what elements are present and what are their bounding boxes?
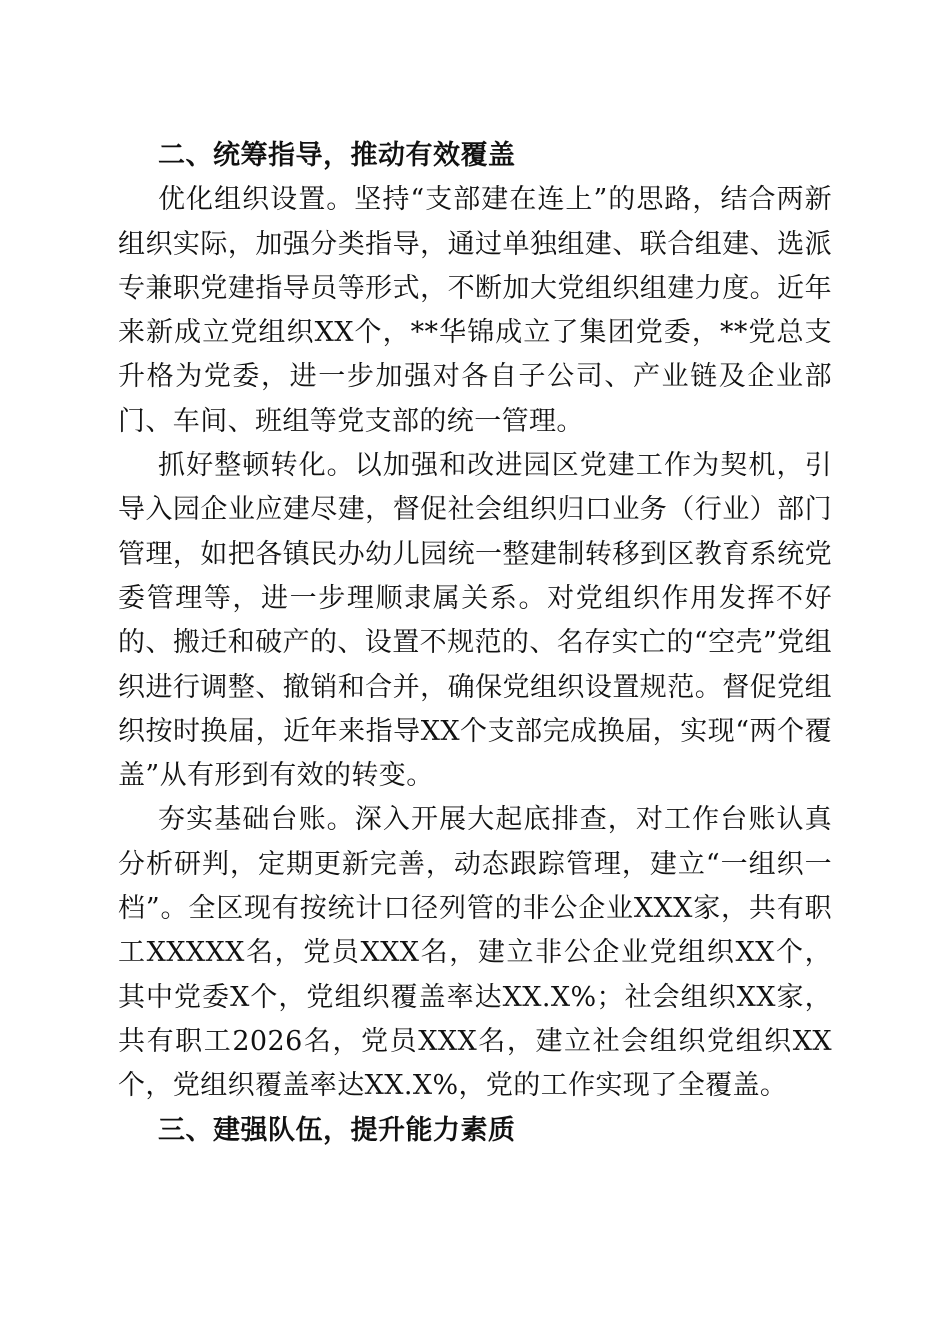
section-heading-team-building: 三、建强队伍，提升能力素质 xyxy=(158,1114,516,1146)
section-heading-coordination: 二、统筹指导，推动有效覆盖 xyxy=(158,140,516,171)
document-body xyxy=(118,134,832,1153)
paragraph-organization-setup: 优化组织设置。坚持“支部建在连上”的思路，结合两新组织实际，加强分类指导，通过单独组建、联合组建、选派专兼职党建指导员等形式，不断加大党组织组建力度。近年来新成立党组织XX个，**华锦成立了集团党委，**党总支升格为党委，进一步加强对各自子公司、产业链及企业部门、车间、班组等党支部的统一管理。 xyxy=(118,184,832,437)
paragraph-rectification: 抓好整顿转化。以加强和改进园区党建工作为契机，引导入园企业应建尽建，督促社会组织归口业务（行业）部门管理，如把各镇民办幼儿园统一整建制转移到区教育系统党委管理等，进一步理顺隶属关系。对党组织作用发挥不好的、搬迁和破产的、设置不规范的、名存实亡的“空壳”党组织进行调整、撤销和合并，确保党组织设置规范。督促党组织按时换届，近年来指导XX个支部完成换届，实现“两个覆盖”从有形到有效的转变。 xyxy=(118,450,832,792)
paragraph-ledger: 夯实基础台账。深入开展大起底排查，对工作台账认真分析研判，定期更新完善，动态跟踪管理，建立“一组织一档”。全区现有按统计口径列管的非公企业XXX家，共有职工XXXXX名，党员XXX名，建立非公企业党组织XX个，其中党委X个，党组织覆盖率达XX.X%；社会组织XX家，共有职工2026名，党员XXX名，建立社会组织党组织XX个，党组织覆盖率达XX.X%，党的工作实现了全覆盖。 xyxy=(118,804,832,1102)
